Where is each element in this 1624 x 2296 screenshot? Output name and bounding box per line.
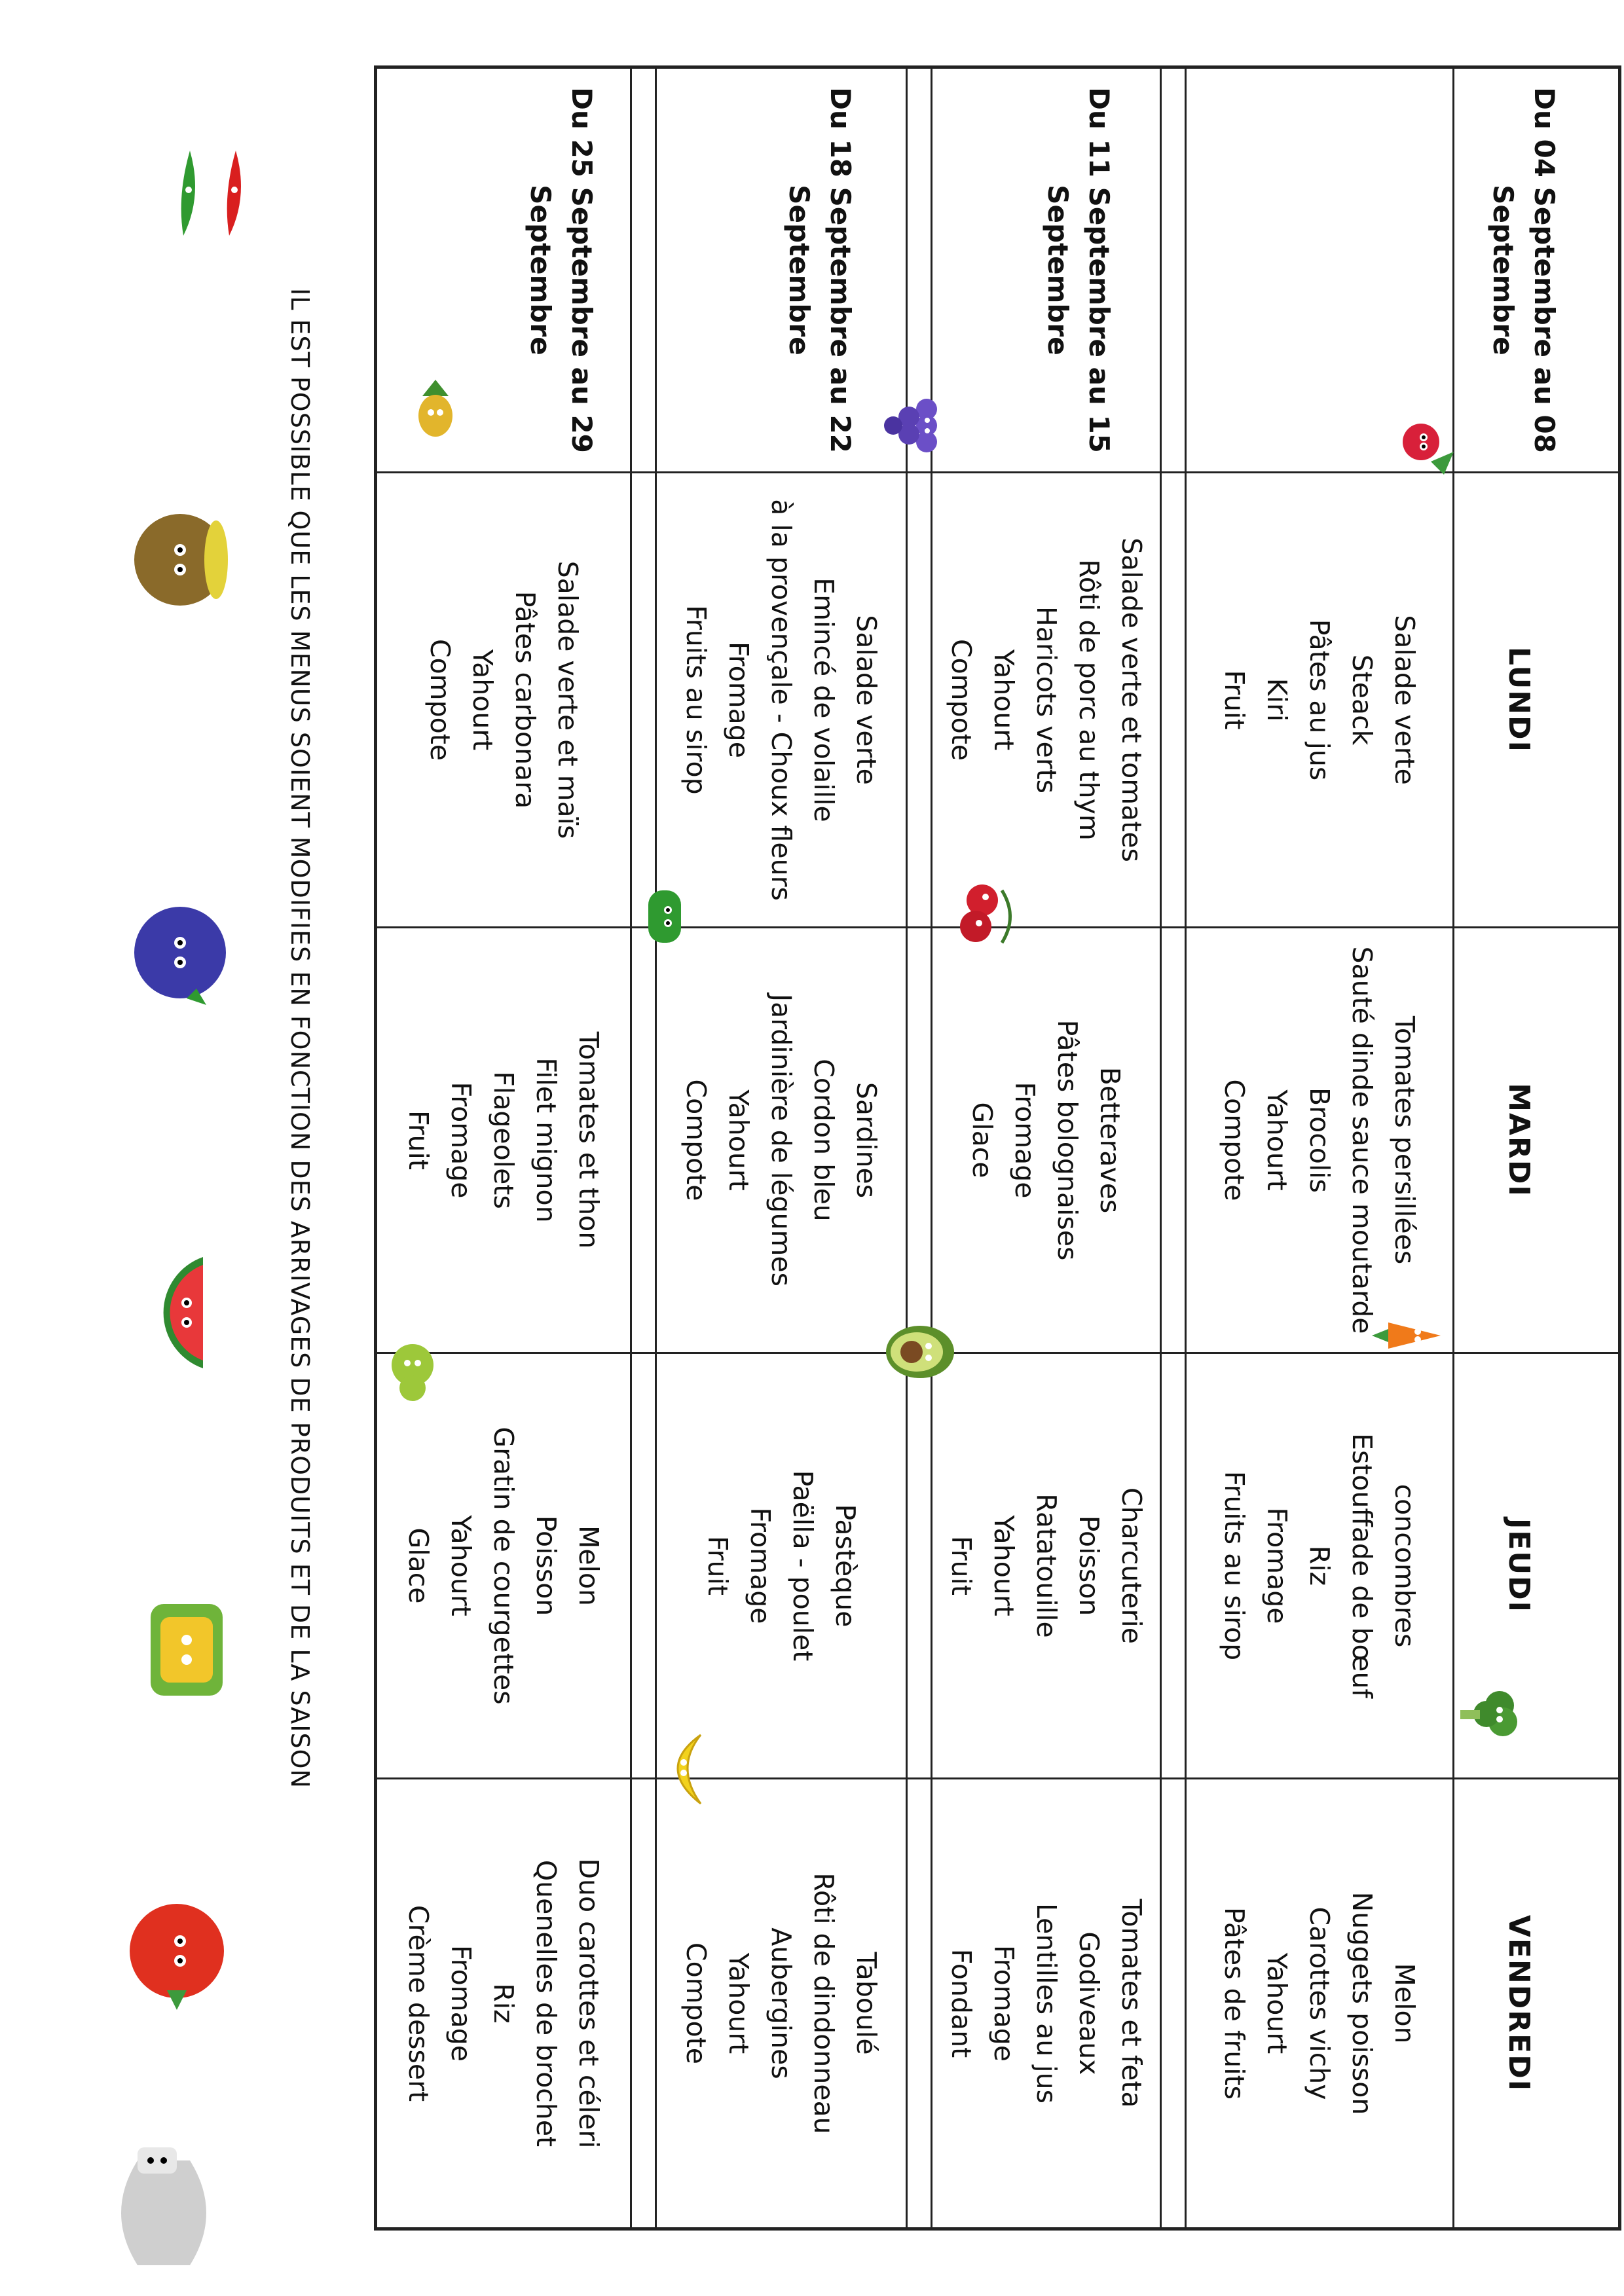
menu-item: Estouffade de bœuf (1346, 1433, 1378, 1698)
menu-item: Gratin de courgettes (488, 1427, 520, 1705)
menu-item: Lentilles au jus (1031, 1903, 1062, 2104)
table-border-top (1618, 65, 1621, 2231)
week-label-2 (1037, 69, 1120, 471)
week-divider-3a (655, 65, 657, 2231)
week-label-1 (1483, 69, 1565, 471)
menu-item: Salade verte et tomates (1116, 538, 1147, 862)
menu-cell-week2-thursday (940, 1354, 1153, 1777)
kiwi-icon (118, 498, 242, 622)
menu-cell-week1-friday (1213, 1779, 1426, 2227)
menu-item: Rôti de porc au thym (1073, 559, 1105, 841)
menu-item: Poisson (530, 1515, 563, 1616)
menu-item: Fruit (403, 1110, 435, 1170)
day-header-thursday: JEUDI (1502, 1518, 1536, 1614)
menu-item: Compote (680, 1942, 712, 2065)
menu-item: Compote (424, 638, 456, 761)
menu-item: Flageolets (488, 1071, 520, 1209)
menu-item: Tomates et thon (573, 1031, 605, 1249)
menu-item: Yahourt (1261, 1089, 1293, 1191)
menu-cell-week4-monday (418, 473, 589, 926)
menu-item: Poisson (1073, 1515, 1105, 1616)
menu-cell-week4-friday (397, 1779, 610, 2227)
menu-item: Godiveaux (1073, 1931, 1105, 2075)
day-header-tuesday: MARDI (1502, 1083, 1536, 1197)
menu-item: Yahourt (445, 1515, 477, 1616)
menu-cell-week2-friday (940, 1779, 1153, 2227)
menu-item: Fromage (1009, 1082, 1041, 1199)
menu-item: Haricots verts (1031, 606, 1062, 794)
menu-cell-week4-tuesday (397, 928, 610, 1352)
avocado-icon (877, 1309, 963, 1394)
menu-item: Yahourt (1261, 1952, 1293, 2054)
menu-cell-week2-monday (940, 473, 1153, 926)
week-label-3 (779, 69, 861, 471)
menu-item: Crème dessert (403, 1904, 435, 2102)
week-label-3-line-1: Du 18 Septembre au 22 (824, 87, 857, 453)
menu-item: Yahourt (988, 649, 1020, 751)
menu-item: Yahourt (467, 649, 498, 751)
day-header-friday: VENDREDI (1502, 1914, 1536, 2092)
grapes-icon (877, 380, 956, 465)
menu-item: Salade verte (1389, 615, 1421, 785)
menu-item: Compote (680, 1079, 712, 1201)
menu-cell-week3-thursday (696, 1354, 866, 1777)
menu-item: Yahourt (988, 1515, 1020, 1616)
banana-icon (648, 1722, 727, 1813)
week-divider-1b (1160, 65, 1162, 2231)
menu-item: Sardines (851, 1082, 883, 1199)
menu-item: Fondant (946, 1948, 977, 2058)
menu-cell-week3-monday (675, 473, 888, 926)
menu-item: Nuggets poisson (1346, 1891, 1378, 2115)
table-border-bottom (374, 65, 377, 2231)
menu-item: Ratatouille (1031, 1493, 1062, 1638)
menu-item: Tomates persillées (1389, 1015, 1421, 1265)
week-label-3-line-2: Septembre (783, 185, 815, 355)
menu-item: Fromage (445, 1945, 477, 2062)
week-label-2-line-2: Septembre (1042, 185, 1074, 355)
menu-item: Steack (1346, 654, 1378, 746)
radish-icon (1388, 412, 1460, 484)
menu-item: Glace (403, 1527, 435, 1604)
footer-notice: IL EST POSSIBLE QUE LES MENUS SOIENT MODIFIES EN FONCTION DES ARRIVAGES DE PRODUITS ET DE LA SAISON (286, 288, 314, 1789)
menu-item: Fromage (445, 1082, 477, 1199)
week-label-1-line-1: Du 04 Septembre au 08 (1528, 87, 1560, 453)
pear-icon (373, 1336, 452, 1414)
week-label-1-line-2: Septembre (1487, 185, 1519, 355)
menu-item: Jardinière de légumes (766, 993, 798, 1287)
green-pepper-icon (629, 877, 701, 956)
menu-item: Taboulé (851, 1952, 883, 2055)
menu-cell-week2-tuesday (961, 928, 1132, 1352)
plum-icon (118, 890, 242, 1015)
menu-item: Pâtes bolognaises (1052, 1019, 1084, 1261)
menu-item: Compote (1219, 1079, 1251, 1201)
tomato-icon (111, 1886, 242, 2016)
menu-item: Pâtes carbonara (509, 591, 541, 809)
week-divider-3b (630, 65, 632, 2231)
table-border-right (374, 2227, 1621, 2231)
menu-item: Pastèque (830, 1504, 861, 1628)
carrot-icon (1369, 1296, 1447, 1375)
menu-item: Melon (573, 1525, 605, 1607)
menu-item: Aubergines (766, 1927, 798, 2079)
menu-item: Kiri (1261, 678, 1293, 722)
menu-item: Betteraves (1094, 1066, 1126, 1214)
header-divider (1452, 65, 1454, 2231)
mushroom-icon (85, 2141, 216, 2285)
menu-item: Melon (1389, 1963, 1421, 2044)
week-label-4-line-1: Du 25 Septembre au 29 (566, 87, 598, 453)
menu-cell-week4-thursday (397, 1354, 610, 1777)
day-header-monday: LUNDI (1502, 647, 1536, 753)
menu-item: Fromage (1261, 1507, 1293, 1624)
menu-item: Salade verte (851, 615, 883, 785)
menu-item: Pâtes de fruits (1219, 1906, 1251, 2100)
pineapple-icon (399, 373, 471, 445)
menu-item: Quenelles de brochet (530, 1859, 563, 2147)
menu-cell-week1-monday (1213, 473, 1426, 926)
menu-item: Brocolis (1304, 1087, 1336, 1193)
menu-item: Tomates et feta (1116, 1899, 1147, 2108)
menu-item: Fruit (946, 1536, 977, 1595)
broccoli-icon (1454, 1676, 1532, 1755)
menu-item: Charcuterie (1116, 1487, 1147, 1644)
menu-item: à la provençale - Choux fleurs (766, 499, 798, 901)
week-label-4-line-2: Septembre (525, 185, 557, 355)
menu-item: Fruits au sirop (680, 605, 712, 795)
menu-item: Pâtes au jus (1304, 619, 1336, 781)
week-label-4 (520, 69, 602, 471)
watermelon-icon (98, 1244, 223, 1381)
menu-item: Fromage (745, 1507, 776, 1624)
corn-icon (118, 1584, 249, 1715)
menu-item: Sauté dinde sauce moutarde (1346, 946, 1378, 1334)
menu-item: Cordon bleu (808, 1059, 840, 1222)
menu-cell-week3-friday (675, 1779, 888, 2227)
menu-item: Carottes vichy (1304, 1906, 1336, 2100)
menu-item: Emincé de volaille (808, 577, 840, 822)
menu-cell-week1-thursday (1213, 1354, 1426, 1777)
peppers-icon (157, 137, 255, 249)
menu-item: Yahourt (723, 1952, 755, 2054)
menu-item: Compote (946, 638, 977, 761)
menu-item: Duo carottes et céleri (573, 1858, 605, 2149)
menu-item: Riz (1304, 1545, 1336, 1586)
menu-item: Fromage (723, 642, 755, 758)
menu-cell-week3-tuesday (675, 928, 888, 1352)
menu-cell-week1-tuesday (1213, 928, 1426, 1352)
menu-item: Riz (488, 1983, 520, 2024)
menu-item: concombres (1389, 1484, 1421, 1648)
menu-item: Paëlla - poulet (787, 1470, 819, 1662)
menu-item: Fruit (1219, 670, 1251, 730)
menu-item: Fromage (988, 1945, 1020, 2062)
menu-item: Rôti de dindonneau (808, 1872, 840, 2134)
menu-item: Filet mignon (530, 1057, 563, 1223)
menu-item: Yahourt (723, 1089, 755, 1191)
menu-item: Salade verte et maïs (552, 560, 583, 839)
menu-item: Glace (967, 1102, 999, 1178)
cherries-icon (950, 871, 1022, 956)
week-label-2-line-1: Du 11 Septembre au 15 (1083, 87, 1115, 453)
menu-item: Fruits au sirop (1219, 1470, 1251, 1661)
week-divider-1a (1185, 65, 1187, 2231)
menu-item: Fruit (702, 1536, 733, 1595)
